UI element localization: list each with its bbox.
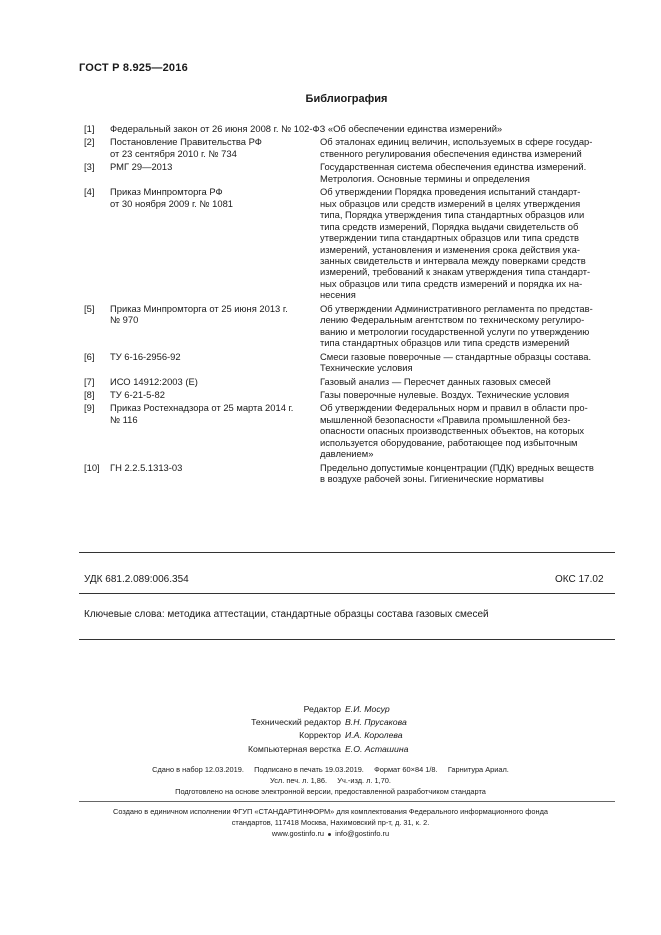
credit-role: Компьютерная верстка bbox=[247, 743, 341, 754]
entry-reference: Приказ Ростехнадзора от 25 марта 2014 г. № 116 bbox=[110, 402, 294, 425]
entry-description: Об утверждении Административного регламента по представ- лению Федеральным агентством по техническому регулиро- ванию и метрологии государственной услуги по утверждению типа стандартных образцов или типа средств измерений bbox=[320, 302, 593, 349]
publication-line-1: Сдано в набор 12.03.2019. Подписано в печать 19.03.2019. Формат 60×84 1/8. Гарнитура Ариал. bbox=[152, 765, 509, 774]
keywords: Ключевые слова: методика аттестации, стандартные образцы состава газовых смесей bbox=[84, 609, 489, 620]
entry-description: Государственная система обеспечения единства измерений. Метрология. Основные термины и определения bbox=[320, 161, 587, 184]
entry-reference: ТУ 6-16-2956-92 bbox=[110, 350, 181, 362]
entry-number: [7] bbox=[84, 375, 95, 387]
credit-line bbox=[150, 716, 450, 729]
entry-number: [2] bbox=[84, 136, 95, 148]
entry-reference: РМГ 29—2013 bbox=[110, 161, 173, 173]
footer-website-link[interactable]: www.gostinfo.ru bbox=[271, 829, 325, 838]
oks-code: ОКС 17.02 bbox=[555, 574, 604, 585]
entry-number: [1] bbox=[84, 123, 95, 134]
footer-contacts bbox=[0, 828, 661, 839]
bibliography-title: Библиография bbox=[305, 93, 388, 105]
divider bbox=[79, 593, 615, 594]
credit-line bbox=[150, 703, 450, 716]
credit-name: В.Н. Прусакова bbox=[345, 717, 407, 728]
entry-reference: Постановление Правительства РФ от 23 сентября 2010 г. № 734 bbox=[110, 136, 262, 159]
bibliography-entry bbox=[84, 351, 616, 374]
entry-description: Об утверждении Порядка проведения испытаний стандарт- ных образцов или средств измерений в целях утверждения типа, Порядка утверждения типа стандартных образцов или типа средств измерений, Порядка выдачи свидетельств об утверждении типа стандартных образцов или типа средств измерений, установления и изменения срока действия ука- занных свидетельств и интервала между поверками средств измерений, требований к знакам утверждения типа стандарт- ных образцов или типа средств измерений и порядка их на- несения bbox=[320, 186, 591, 301]
bibliography-entry bbox=[84, 303, 616, 349]
entry-number: [3] bbox=[84, 161, 95, 173]
divider bbox=[79, 801, 615, 802]
credits-block bbox=[150, 703, 450, 756]
footer-line-2: стандартов, 117418 Москва, Нахимовский пр-т, д. 31, к. 2. bbox=[231, 818, 430, 827]
publication-info bbox=[0, 764, 661, 797]
separator-dot-icon bbox=[328, 833, 331, 836]
bibliography-entry bbox=[84, 402, 616, 459]
credit-role: Технический редактор bbox=[251, 717, 341, 728]
entry-description: Смеси газовые поверочные — стандартные образцы состава. Технические условия bbox=[320, 350, 592, 374]
credit-role: Редактор bbox=[303, 704, 341, 714]
entry-reference: Приказ Минпромторга от 25 июня 2013 г. № 970 bbox=[110, 302, 288, 326]
bibliography-entry bbox=[84, 376, 616, 387]
udk-code: УДК 681.2.089:006.354 bbox=[84, 574, 189, 585]
entry-description: Газы поверочные нулевые. Воздух. Технические условия bbox=[320, 388, 570, 400]
entry-reference: Федеральный закон от 26 июня 2008 г. № 102-ФЗ «Об обеспечении единства измерений» bbox=[110, 123, 503, 134]
entry-description: Предельно допустимые концентрации (ПДК) вредных веществ в воздухе рабочей зоны. Гигиенические нормативы bbox=[320, 461, 594, 485]
entry-number: [4] bbox=[84, 186, 95, 198]
bibliography-entry bbox=[84, 136, 616, 159]
credit-line bbox=[150, 743, 450, 756]
credit-name: Е.О. Асташина bbox=[345, 743, 409, 754]
credit-role: Корректор bbox=[299, 730, 341, 741]
bibliography-entry bbox=[84, 462, 616, 485]
entry-number: [10] bbox=[84, 461, 100, 473]
entry-reference: ТУ 6-21-5-82 bbox=[110, 388, 165, 400]
divider bbox=[79, 639, 615, 640]
entry-description: Об эталонах единиц величин, используемых в сфере государ- ственного регулирования обеспечения единства измерений bbox=[320, 136, 593, 159]
entry-reference: ГН 2.2.5.1313-03 bbox=[110, 461, 183, 473]
bibliography-entry bbox=[84, 123, 616, 134]
bibliography-entry bbox=[84, 186, 616, 301]
credit-name: И.А. Королева bbox=[345, 730, 403, 741]
bibliography-entry bbox=[84, 161, 616, 184]
bibliography-list bbox=[84, 123, 616, 487]
entry-description: Об утверждении Федеральных норм и правил в области про- мышленной безопасности «Правила промышленной без- опасности опасных производственных объектов, на которых используется оборудование, работающее под избыточным давлением» bbox=[320, 402, 588, 460]
entry-reference: ИСО 14912:2003 (E) bbox=[110, 375, 198, 387]
credit-name: Е.И. Мосур bbox=[345, 704, 390, 714]
footer bbox=[0, 806, 661, 839]
entry-number: [9] bbox=[84, 402, 95, 414]
publication-line-3: Подготовлено на основе электронной версии, предоставленной разработчиком стандарта bbox=[175, 787, 486, 796]
entry-number: [6] bbox=[84, 350, 95, 362]
credit-line bbox=[150, 729, 450, 742]
entry-description: Газовый анализ — Пересчет данных газовых смесей bbox=[320, 375, 551, 387]
divider bbox=[79, 552, 615, 553]
bibliography-entry bbox=[84, 389, 616, 400]
document-header-code: ГОСТ Р 8.925—2016 bbox=[79, 62, 188, 74]
footer-email-link[interactable]: info@gostinfo.ru bbox=[335, 829, 390, 838]
publication-line-2: Усл. печ. л. 1,86. Уч.-изд. л. 1,70. bbox=[270, 776, 391, 785]
footer-line-1: Создано в единичном исполнении ФГУП «СТАНДАРТИНФОРМ» для комплектования Федерального информационного фонда bbox=[113, 807, 548, 816]
entry-reference: Приказ Минпромторга РФ от 30 ноября 2009 г. № 1081 bbox=[110, 186, 234, 209]
entry-number: [5] bbox=[84, 302, 95, 314]
entry-number: [8] bbox=[84, 388, 95, 400]
